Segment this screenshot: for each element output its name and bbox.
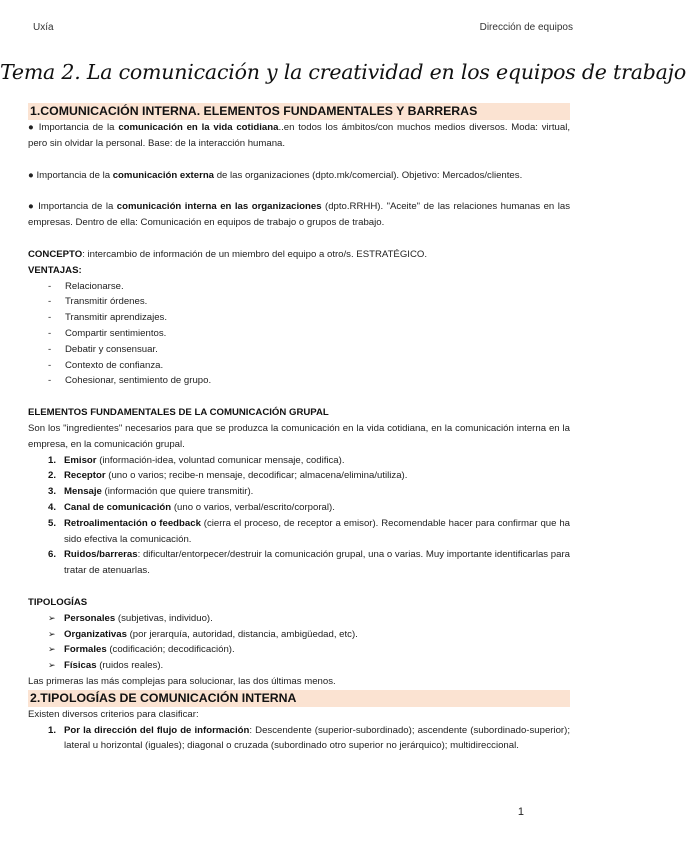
- list-item: 5. Retroalimentación o feedback (cierra el proceso, de receptor a emisor). Recomendable hacer para confirmar que ha sido efectiva la comunicación.: [48, 517, 570, 545]
- elementos-heading: ELEMENTOS FUNDAMENTALES DE LA COMUNICACIÓN GRUPAL: [28, 407, 329, 419]
- arrow-bullet-icon: ➢: [48, 628, 56, 639]
- tipologias-note: Las primeras las más complejas para solucionar, las dos últimas menos.: [28, 675, 336, 687]
- elementos-list: [28, 453, 570, 579]
- section-2-heading: 2.TIPOLOGÍAS DE COMUNICACIÓN INTERNA: [28, 690, 570, 707]
- list-item: ➢ Organizativas (por jerarquía, autoridad, distancia, ambigüedad, etc).: [48, 627, 570, 643]
- arrow-bullet-icon: ➢: [48, 644, 56, 655]
- header-subject: Dirección de equipos: [479, 22, 573, 33]
- section-2-intro: Existen diversos criterios para clasificar:: [28, 708, 199, 720]
- list-item: - Compartir sentimientos.: [48, 326, 570, 342]
- list-item: - Transmitir aprendizajes.: [48, 310, 570, 326]
- list-item: 3. Mensaje (información que quiere transmitir).: [48, 486, 254, 498]
- section-1-heading: 1.COMUNICACIÓN INTERNA. ELEMENTOS FUNDAMENTALES Y BARRERAS: [28, 103, 570, 120]
- paragraph-externa: ● Importancia de la comunicación externa de las organizaciones (dpto.mk/comercial). Objetivo: Mercados/clientes.: [28, 169, 523, 181]
- ventajas-label: VENTAJAS:: [28, 264, 82, 276]
- page-number: 1: [517, 806, 524, 818]
- list-item: 2. Receptor (uno o varios; recibe-n mensaje, decodificar; almacena/elimina/utiliza).: [48, 470, 408, 482]
- list-item: ➢ Personales (subjetivas, individuo).: [48, 611, 570, 627]
- list-item: ➢ Físicas (ruidos reales).: [48, 658, 570, 674]
- list-item: - Cohesionar, sentimiento de grupo.: [48, 373, 570, 389]
- page-title: Tema 2. La comunicación y la creatividad en los equipos de trabajo: [0, 60, 686, 84]
- criterios-list: [28, 723, 570, 755]
- tipologias-list: [28, 611, 570, 674]
- paragraph-interna: ● Importancia de la comunicación interna en las organizaciones (dpto.RRHH). "Aceite" de las relaciones humanas en las empresas. Dentro de ella: Comunicación en equipos de trabajo o grupos de trabajo.: [28, 201, 570, 229]
- list-item: 4. Canal de comunicación (uno o varios, verbal/escrito/corporal).: [48, 501, 335, 513]
- list-item: - Transmitir órdenes.: [48, 294, 570, 310]
- elementos-intro: Son los "ingredientes" necesarios para que se produzca la comunicación en la vida cotidiana, en la comunicación interna en la empresa, en la comunicación grupal.: [28, 422, 570, 450]
- concepto-line: CONCEPTO: intercambio de información de un miembro del equipo a otro/s. ESTRATÉGICO.: [28, 248, 428, 260]
- list-item: - Contexto de confianza.: [48, 358, 570, 374]
- list-item: - Relacionarse.: [48, 279, 570, 295]
- document-body: [28, 103, 570, 754]
- header-author: Uxía: [33, 22, 54, 33]
- tipologias-heading: TIPOLOGÍAS: [28, 596, 88, 608]
- arrow-bullet-icon: ➢: [48, 612, 56, 623]
- list-item: 6. Ruidos/barreras: dificultar/entorpecer/destruir la comunicación grupal, una o varias. Muy importante identificarlas para tratar de atenuarlas.: [48, 549, 570, 577]
- ventajas-list: [28, 279, 570, 390]
- list-item: - Debatir y consensuar.: [48, 342, 570, 358]
- list-item: ➢ Formales (codificación; decodificación).: [48, 642, 570, 658]
- list-item: 1. Por la dirección del flujo de información: Descendente (superior-subordinado); ascendente (subordinado-superior); lateral u horizontal (iguales); diagonal o cruzada (subordinado otro superior no jerárquico); multidireccional.: [48, 724, 570, 752]
- arrow-bullet-icon: ➢: [48, 660, 56, 671]
- paragraph-cotidiana: ● Importancia de la comunicación en la vida cotidiana..en todos los ámbitos/con muchos medios diversos. Moda: virtual, pero sin olvidar la personal. Base: de la interacción humana.: [28, 122, 570, 149]
- list-item: 1. Emisor (información-idea, voluntad comunicar mensaje, codifica).: [48, 454, 345, 466]
